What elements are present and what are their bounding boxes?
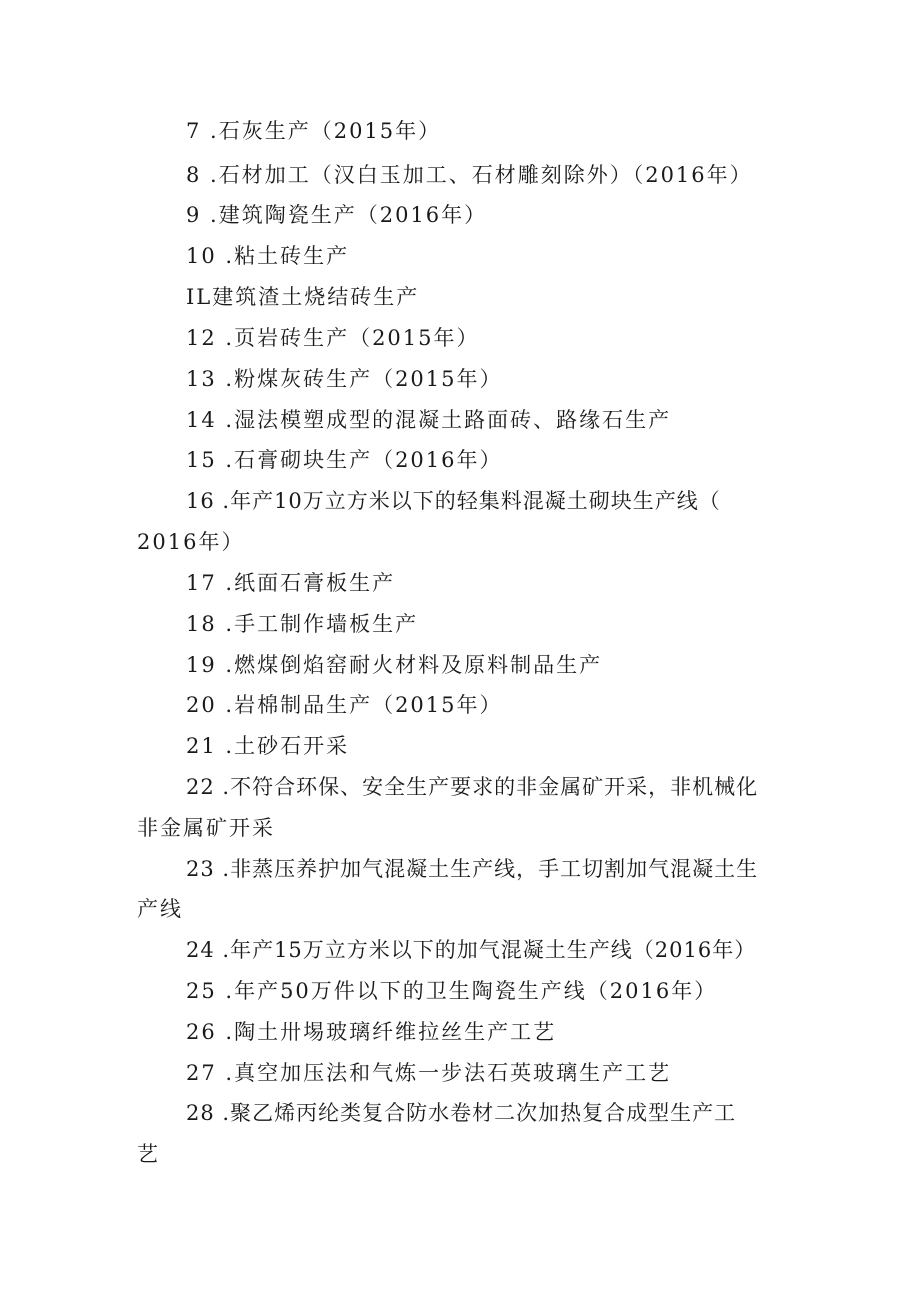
- list-item: 10 .粘土砖生产: [186, 244, 350, 268]
- list-item: 13 .粉煤灰砖生产（2015年）: [186, 367, 503, 391]
- list-item: 23 .非蒸压养护加气混凝土生产线，手工切割加气混凝土生: [186, 857, 759, 881]
- list-item: 17 .纸面石膏板生产: [186, 571, 396, 595]
- list-item: IL建筑渣土烧结砖生产: [186, 285, 420, 309]
- list-item: 18 .手工制作墙板生产: [186, 612, 419, 636]
- list-item: 21 .土砂石开采: [186, 734, 350, 758]
- list-item: 26 .陶土卅埸玻璃纤维拉丝生产工艺: [186, 1020, 557, 1044]
- list-item: 7 .石灰生产（2015年）: [186, 119, 442, 143]
- list-item-continuation: 非金属矿开采: [137, 816, 275, 840]
- list-item-continuation: 2016年）: [137, 530, 245, 554]
- list-item: 20 .岩棉制品生产（2015年）: [186, 693, 503, 717]
- list-item: 15 .石膏砌块生产（2016年）: [186, 448, 503, 472]
- list-item: 22 .不符合环保、安全生产要求的非金属矿开采，非机械化: [186, 775, 759, 799]
- list-item-continuation: 艺: [137, 1142, 160, 1166]
- list-item: 12 .页岩砖生产（2015年）: [186, 326, 480, 350]
- list-item: 25 .年产50万件以下的卫生陶瓷生产线（2016年）: [186, 979, 718, 1003]
- list-item: 24 .年产15万立方米以下的加气混凝土生产线（2016年）: [186, 938, 757, 962]
- list-item: 9 .建筑陶瓷生产（2016年）: [186, 203, 488, 227]
- list-item-continuation: 产线: [137, 897, 183, 921]
- list-item: 19 .燃煤倒焰窑耐火材料及原料制品生产: [186, 653, 603, 677]
- list-item: 14 .湿法模塑成型的混凝土路面砖、路缘石生产: [186, 408, 672, 432]
- list-item: 28 .聚乙烯丙纶类复合防水卷材二次加热复合成型生产工: [186, 1101, 737, 1125]
- list-item: 27 .真空加压法和气炼一步法石英玻璃生产工艺: [186, 1061, 672, 1085]
- list-item: 8 .石材加工（汉白玉加工、石材雕刻除外）（2016年）: [186, 163, 753, 187]
- list-item: 16 .年产10万立方米以下的轻集料混凝土砌块生产线（: [186, 489, 721, 513]
